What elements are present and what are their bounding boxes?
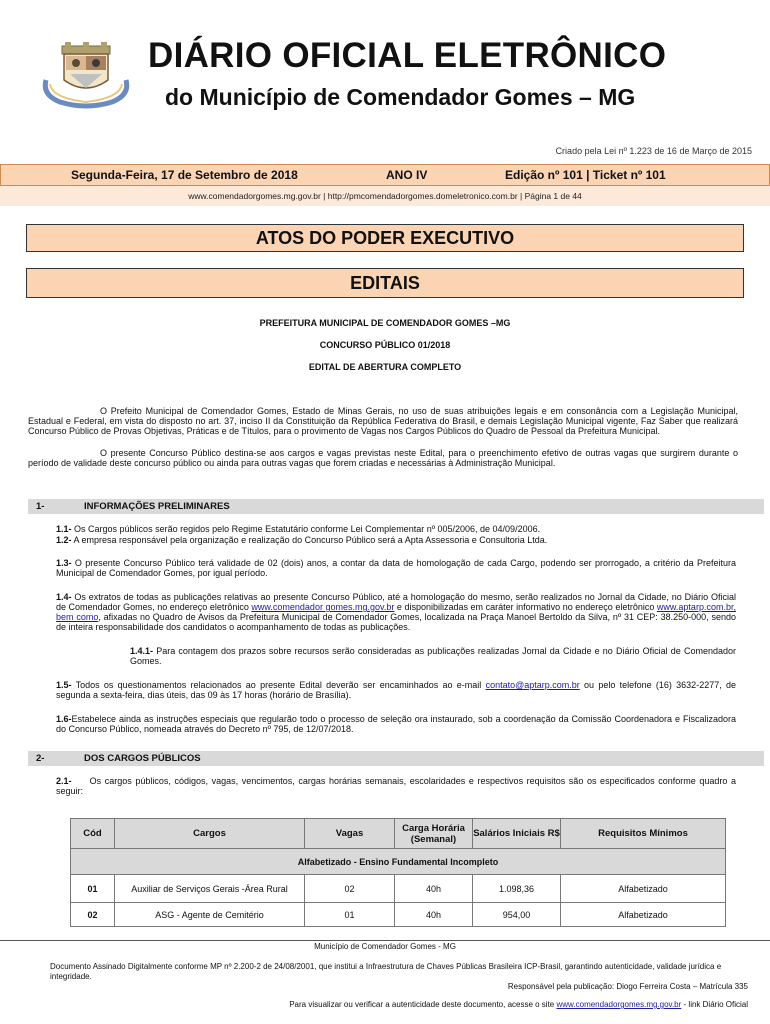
item-1-6	[56, 714, 736, 734]
col-header-cod: Cód	[71, 819, 115, 849]
section-1-number: 1-	[36, 501, 45, 512]
item-text: Os extratos de todas as publicações relativas ao presente Concurso Público, até a homologação do mesmo, serão realizados no Jornal da Cidade, no Diário Oficial de Comendador Gomes, no endereço eletrônico	[56, 592, 736, 612]
item-1-4	[56, 592, 736, 632]
item-1-4-1	[130, 646, 736, 666]
contact-email-link[interactable]: contato@aptarp.com.br	[485, 680, 580, 690]
table-group-row	[71, 849, 726, 875]
edital-heading: EDITAL DE ABERTURA COMPLETO	[308, 362, 462, 372]
col-header-carga-horaria: Carga Horária (Semanal)	[395, 819, 473, 849]
item-number: 1.2-	[56, 535, 72, 545]
prefeitura-heading: PREFEITURA MUNICIPAL DE COMENDADOR GOMES –MG	[259, 318, 511, 328]
item-number: 1.3-	[56, 558, 72, 568]
item-text: ou pelo telefone (16) 3632-2277, de segunda a sexta-feira, dias úteis, das 09 às 17 horas (horário de Brasília).	[56, 680, 736, 700]
concurso-heading: CONCURSO PÚBLICO 01/2018	[319, 340, 451, 350]
cell-requisito: Alfabetizado	[561, 875, 726, 903]
creation-law-note: Criado pela Lei nº 1.223 de 16 de Março de 2015	[555, 146, 752, 156]
edition-number: Edição nº 101 | Ticket nº 101	[505, 168, 666, 182]
item-number: 1.4-	[56, 592, 72, 602]
cell-requisito: Alfabetizado	[561, 903, 726, 927]
prefeitura-site-link[interactable]: www.comendador gomes.mg.gov.br	[251, 602, 395, 612]
footer-responsavel: Responsável pela publicação: Diogo Ferreira Costa – Matrícula 335	[507, 982, 748, 991]
footer-verification-text: Para visualizar ou verificar a autenticidade deste documento, acesse o site	[289, 1000, 555, 1009]
table-row	[71, 875, 726, 903]
edition-info-bar	[0, 164, 770, 186]
col-header-requisitos: Requisitos Mínimos	[561, 819, 726, 849]
footer-divider	[0, 940, 770, 941]
cell-cod: 01	[71, 875, 115, 903]
section-editais: EDITAIS	[26, 268, 744, 298]
group-label: Alfabetizado - Ensino Fundamental Incompleto	[71, 849, 726, 875]
cell-cod: 02	[71, 903, 115, 927]
item-1-1	[56, 524, 736, 534]
edition-year: ANO IV	[386, 168, 428, 182]
section-2-heading	[28, 751, 764, 766]
cell-cargo: Auxiliar de Serviços Gerais -Área Rural	[115, 875, 305, 903]
table-row	[71, 903, 726, 927]
footer-verification-suffix: - link Diário Oficial	[683, 1000, 748, 1009]
item-number: 1.4.1-	[130, 646, 154, 656]
cell-vagas: 01	[305, 903, 395, 927]
section-1-title: INFORMAÇÕES PRELIMINARES	[84, 501, 230, 512]
item-number: 2.1-	[56, 776, 72, 786]
table-header-row	[71, 819, 726, 849]
item-text: Os cargos públicos, códigos, vagas, vencimentos, cargas horárias semanais, escolaridades e respectivos requisitos são os especificados conforme quadro a seguir:	[56, 776, 736, 796]
item-text: e disponibilizadas em caráter informativo no endereço eletrônico	[396, 602, 655, 612]
col-header-vagas: Vagas	[305, 819, 395, 849]
apta-site-link[interactable]: www.aptarp.com.br, bem como	[56, 602, 736, 622]
item-text: A empresa responsável pela organização e realização do Concurso Público será a Apta Assessoria e Consultoria Ltda.	[73, 535, 548, 545]
cargos-table	[70, 818, 726, 927]
item-2-1	[56, 776, 736, 796]
newspaper-subtitle: do Município de Comendador Gomes – MG	[165, 84, 636, 110]
item-1-3	[56, 558, 736, 578]
footer-digital-signature-note: Documento Assinado Digitalmente conforme MP nº 2.200-2 de 24/08/2001, que institui a Infraestrutura de Chaves Públicas Brasileira ICP-Brasil, garantindo autenticidade, validade jurídica e integridade.	[50, 962, 722, 981]
footer-verification	[289, 1000, 748, 1009]
section-2-title: DOS CARGOS PÚBLICOS	[84, 753, 201, 764]
footer-site-link[interactable]: www.comendadorgomes.mg.gov.br	[556, 1000, 682, 1009]
footer-municipio: Município de Comendador Gomes - MG	[314, 942, 456, 951]
cell-carga: 40h	[395, 903, 473, 927]
cell-salario: 954,00	[473, 903, 561, 927]
item-text: , afixadas no Quadro de Avisos da Prefeitura Municipal de Comendador Gomes, localizada na Praça Manoel Bertoldo da Silva, nº 31 CEP: 38.250-000, sendo de inteira responsabilidade dos candidatos o acompanhamento de todas as publicações.	[56, 612, 736, 632]
newspaper-title: DIÁRIO OFICIAL ELETRÔNICO	[148, 36, 667, 75]
col-header-salarios: Salários Iniciais R$	[473, 819, 561, 849]
item-text: Estabelece ainda as instruções especiais que regularão todo o processo de seleção ora instaurado, sob a coordenação da Comissão Coordenadora e Fiscalizadora do Concurso Público, nomeada através do Decreto nº 795, de 12/07/2018.	[56, 714, 736, 734]
item-text: Todos os questionamentos relacionados ao presente Edital deverão ser encaminhados ao e-mail	[75, 680, 482, 690]
section-atos-poder-executivo: ATOS DO PODER EXECUTIVO	[26, 224, 744, 252]
item-number: 1.6-	[56, 714, 72, 724]
intro-paragraph-1: O Prefeito Municipal de Comendador Gomes, Estado de Minas Gerais, no uso de suas atribuições legais e em consonância com a Legislação Municipal, Estadual e Federal, em vista do disposto no art. 37, inciso II da Constituição da República Federativa do Brasil, e demais Legislação Municipal vigente, Faz Saber que realizará Concurso Público de Provas Objetivas, Práticas e de Títulos, para o provimento de Vagas nos Cargos Públicos do Quadro de Pessoal da Prefeitura Municipal.	[28, 406, 738, 436]
edition-date: Segunda-Feira, 17 de Setembro de 2018	[71, 168, 298, 182]
section-1-heading	[28, 499, 764, 514]
cell-vagas: 02	[305, 875, 395, 903]
item-number: 1.1-	[56, 524, 72, 534]
item-text: Os Cargos públicos serão regidos pelo Regime Estatutário conforme Lei Complementar nº 005/2006, de 04/09/2006.	[74, 524, 541, 534]
cell-salario: 1.098,36	[473, 875, 561, 903]
intro-paragraph-2: O presente Concurso Público destina-se aos cargos e vagas previstas neste Edital, para o preenchimento efetivo de outras vagas que surgirem durante o período de validade deste concurso público ou ainda para outras vagas que forem criadas e necessárias à Administração Municipal.	[28, 448, 738, 468]
item-1-5	[56, 680, 736, 700]
item-number: 1.5-	[56, 680, 72, 690]
item-1-2	[56, 535, 736, 545]
site-url-line: www.comendadorgomes.mg.gov.br | http://pmcomendadorgomes.domeletronico.com.br | Página 1 de 44	[0, 186, 770, 206]
cell-cargo: ASG - Agente de Cemitério	[115, 903, 305, 927]
cell-carga: 40h	[395, 875, 473, 903]
item-text: Para contagem dos prazos sobre recursos serão consideradas as publicações realizadas Jornal da Cidade e no Diário Oficial de Comendador Gomes.	[130, 646, 736, 666]
item-text: O presente Concurso Público terá validade de 02 (dois) anos, a contar da data de homologação de cada Cargo, podendo ser prorrogado, a critério da Prefeitura Municipal de Comendador Gomes, por igual período.	[56, 558, 736, 578]
section-2-number: 2-	[36, 753, 45, 764]
municipal-crest-logo	[40, 40, 132, 110]
col-header-cargos: Cargos	[115, 819, 305, 849]
